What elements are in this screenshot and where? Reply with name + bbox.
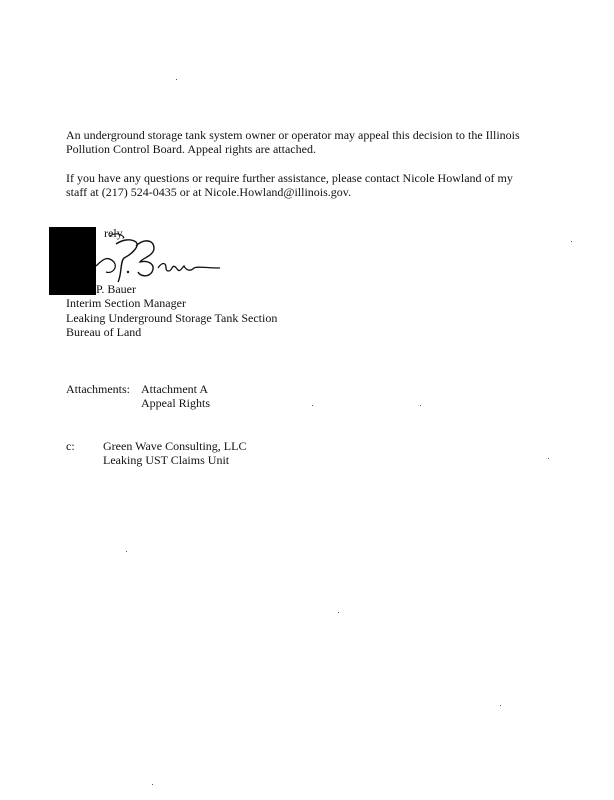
handwritten-signature (86, 228, 226, 288)
signer-section: Leaking Underground Storage Tank Section (66, 311, 278, 325)
cc-item-1: Green Wave Consulting, LLC (103, 439, 247, 453)
contact-paragraph-line-2: staff at (217) 524-0435 or at Nicole.Howland@illinois.gov. (66, 185, 351, 199)
scan-speck (571, 241, 572, 242)
signer-title: Interim Section Manager (66, 296, 186, 310)
scan-speck (152, 784, 153, 785)
appeal-paragraph-line-2: Pollution Control Board. Appeal rights are attached. (66, 142, 316, 156)
attachment-item-2: Appeal Rights (141, 396, 210, 410)
cc-item-2: Leaking UST Claims Unit (103, 453, 230, 467)
contact-paragraph-line-1: If you have any questions or require further assistance, please contact Nicole Howland of my (66, 171, 513, 185)
attachments-label: Attachments: (66, 382, 130, 396)
signer-name: P. Bauer (96, 282, 136, 296)
cc-label: c: (66, 439, 75, 453)
scan-speck (548, 458, 549, 459)
attachment-item-1: Attachment A (141, 382, 208, 396)
scan-speck (312, 405, 313, 406)
signer-bureau: Bureau of Land (66, 325, 142, 339)
redaction-box (49, 227, 96, 295)
closing-salutation: rely, (104, 226, 125, 240)
scan-speck (420, 405, 421, 406)
scan-speck (338, 612, 339, 613)
scan-speck (500, 705, 501, 706)
scan-speck (126, 551, 127, 552)
appeal-paragraph-line-1: An underground storage tank system owner or operator may appeal this decision to the Illinois (66, 128, 520, 142)
scan-speck (176, 79, 177, 80)
